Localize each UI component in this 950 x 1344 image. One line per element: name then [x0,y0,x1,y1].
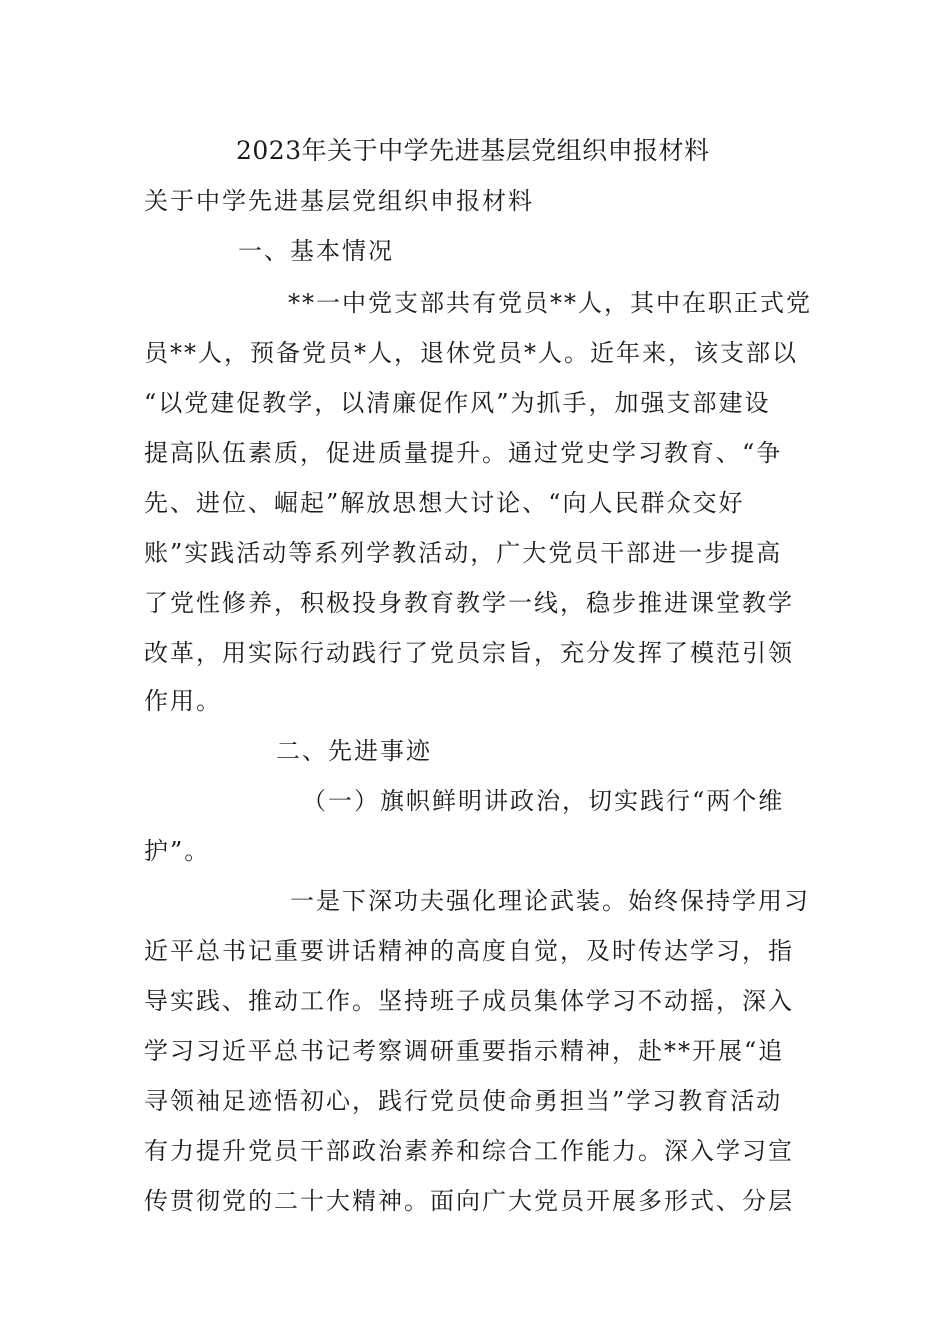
para1-line: 改革，用实际行动践行了党员宗旨，充分发挥了模范引领 [144,639,794,667]
para1-line: 作用。 [144,687,222,715]
section1-heading: 一、基本情况 [238,237,394,265]
para1-line: 了党性修养，积极投身教育教学一线，稳步推进课堂教学 [144,589,794,617]
para2-line: 传贯彻党的二十大精神。面向广大党员开展多形式、分层 [144,1187,794,1215]
para1-line: 提高队伍素质，促进质量提升。通过党史学习教育、“争 [144,439,783,467]
para1-line: 账”实践活动等系列学教活动，广大党员干部进一步提高 [144,539,783,567]
section2-heading: 二、先进事迹 [276,737,432,765]
para2-line: 有力提升党员干部政治素养和综合工作能力。深入学习宣 [144,1137,794,1165]
sub1-heading-line: （一）旗帜鲜明讲政治，切实践行“两个维 [302,787,785,815]
sub1-heading-line: 护”。 [144,837,211,865]
document-subtitle: 关于中学先进基层党组织申报材料 [144,187,534,215]
para1-line: 先、进位、崛起”解放思想大讨论、“向人民群众交好 [144,489,745,517]
para2-line: 一是下深功夫强化理论武装。始终保持学用习 [290,887,810,915]
para1-line: 员**人，预备党员*人，退休党员*人。近年来，该支部以 [144,339,798,367]
para1-line: “以党建促教学，以清廉促作风”为抓手，加强支部建设 [144,389,771,417]
para2-line: 寻领袖足迹悟初心，践行党员使命勇担当”学习教育活动 [144,1087,783,1115]
para2-line: 近平总书记重要讲话精神的高度自觉，及时传达学习，指 [144,937,794,965]
document-title: 2023年关于中学先进基层党组织申报材料 [236,136,710,165]
para2-line: 导实践、推动工作。坚持班子成员集体学习不动摇，深入 [144,987,794,1015]
para2-line: 学习习近平总书记考察调研重要指示精神，赴**开展“追 [144,1037,785,1065]
para1-line: **一中党支部共有党员**人，其中在职正式党 [288,289,812,317]
